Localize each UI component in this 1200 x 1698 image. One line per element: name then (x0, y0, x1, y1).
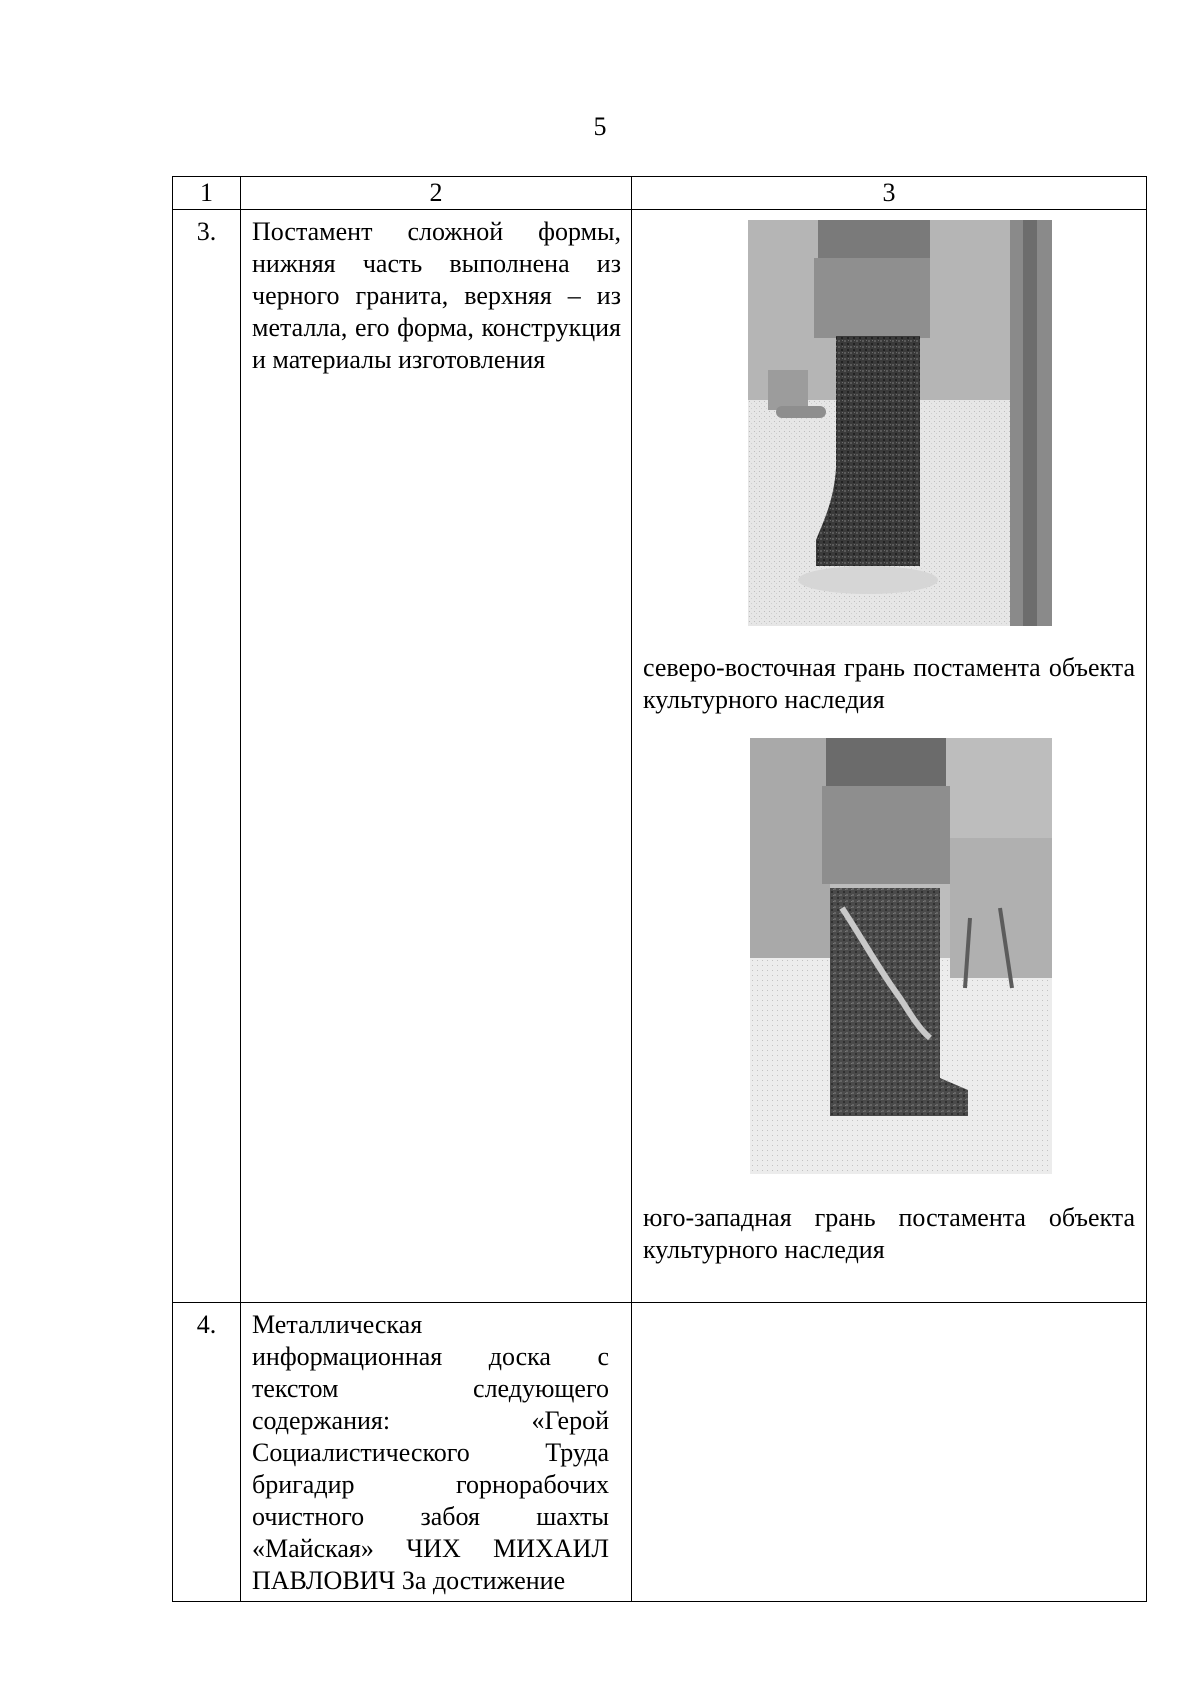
row-photos-empty (632, 1303, 1147, 1602)
photo-caption: юго-западная грань постамента объекта культурного наследия (643, 1203, 1135, 1264)
header-col-1: 1 (173, 177, 241, 210)
pedestal-northeast-photo (748, 220, 1052, 626)
page-number: 5 (593, 112, 607, 141)
header-col-3: 3 (632, 177, 1147, 210)
objects-table (172, 176, 1147, 1602)
table-row (173, 1303, 1147, 1602)
pedestal-southwest-photo (750, 738, 1052, 1174)
row-number: 4. (173, 1303, 241, 1602)
row-description-text: Металлическая информационная доска с текстом следующего содержания: «Герой Социалистического Труда бригадир горнорабочих очистного забоя шахты «Майская» ЧИХ МИХАИЛ ПАВЛОВИЧ За достижение (252, 1310, 609, 1595)
header-col-2: 2 (241, 177, 632, 210)
table-row (173, 210, 1147, 1303)
row-description (241, 210, 632, 1303)
row-description-text: Постамент сложной формы, нижняя часть выполнена из черного гранита, верхняя – из металла, его форма, конструкция и материалы изготовления (252, 217, 621, 374)
table-header-row (173, 177, 1147, 210)
row-description (241, 1303, 632, 1602)
photo-caption: северо-восточная грань постамента объекта культурного наследия (643, 653, 1135, 714)
row-photos (632, 210, 1147, 1303)
row-number: 3. (173, 210, 241, 1303)
